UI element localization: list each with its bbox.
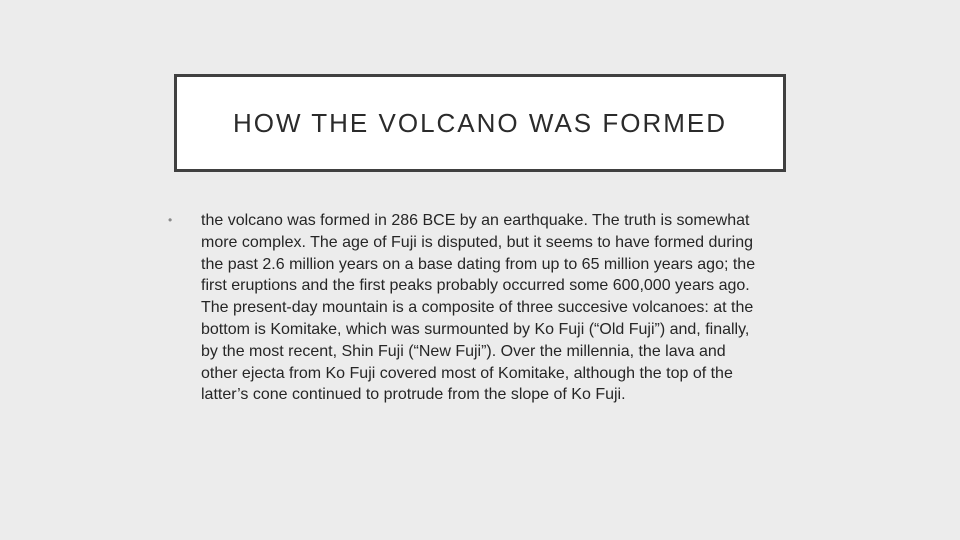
bullet-item [166,210,766,406]
slide-title: HOW THE VOLCANO WAS FORMED [232,107,728,138]
title-box [174,74,786,172]
bullet-text: the volcano was formed in 286 BCE by an earthquake. The truth is somewhat more complex. The age of Fuji is disputed, but it seems to have formed during the past 2.6 million years on a base dating from up to 65 million years ago; the first eruptions and the first peaks probably occurred some 600,000 years ago. The present-day mountain is a composite of three succesive volcanoes: at the bottom is Komitake, which was surmounted by Ko Fuji (“Old Fuji”) and, finally, by the most recent, Shin Fuji (“New Fuji”). Over the millennia, the lava and other ejecta from Ko Fuji covered most of Komitake, although the top of the latter’s cone continued to protrude from the slope of Ko Fuji. [201,212,756,404]
bullet-icon: • [168,213,173,227]
slide-body [166,210,766,406]
